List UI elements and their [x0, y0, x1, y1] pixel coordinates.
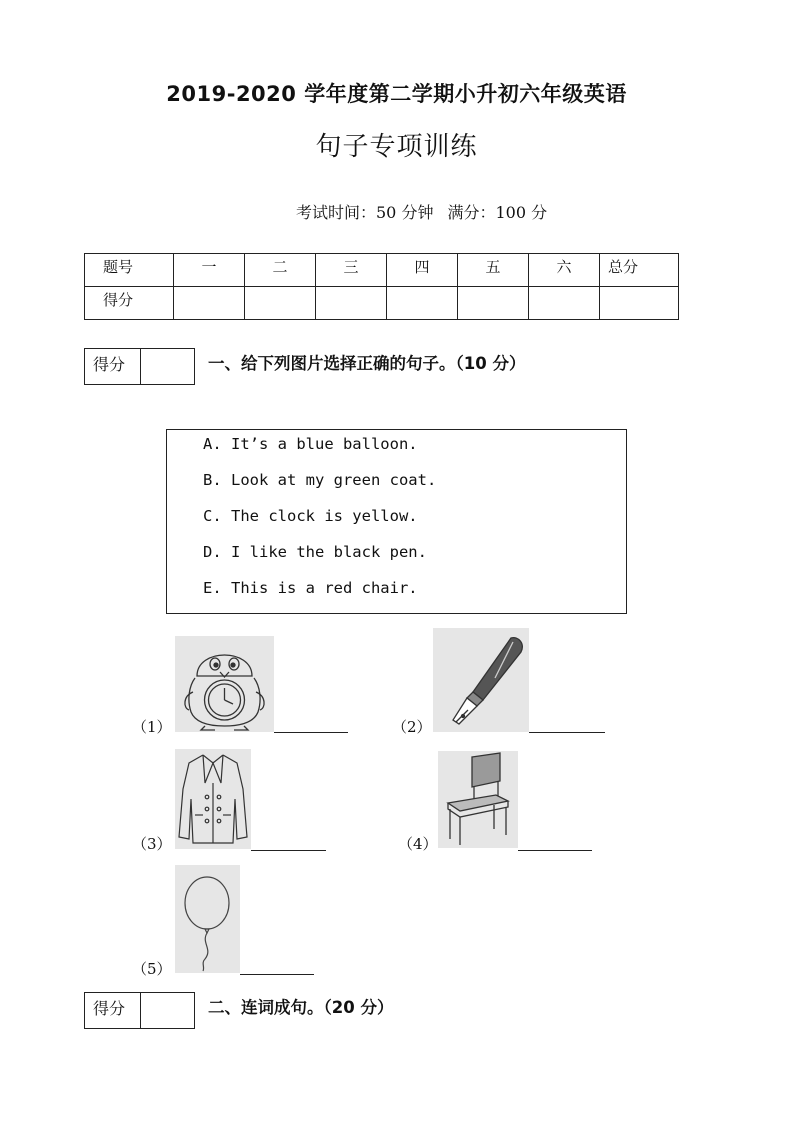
answer-blank[interactable] [274, 732, 348, 733]
score-table [84, 253, 679, 320]
coat-icon [175, 749, 251, 849]
score-table-score-row [85, 287, 679, 320]
balloon-icon [175, 865, 240, 973]
page-title: 2019-2020 学年度第二学期小升初六年级英语 [166, 82, 627, 106]
section2-score-box [84, 992, 195, 1029]
answer-blank[interactable] [240, 974, 314, 975]
options-box [166, 429, 627, 614]
full-score: 满分：100 分 [447, 203, 548, 222]
option-b: B. Look at my green coat. [203, 471, 437, 489]
item-number: （3） [132, 835, 172, 853]
item-number: （5） [132, 960, 172, 978]
item-number: （2） [392, 718, 432, 736]
answer-blank[interactable] [529, 732, 605, 733]
score-box-label: 得分 [85, 993, 141, 1028]
score-table-cell: 题号 [85, 254, 174, 287]
score-entry-cell[interactable] [387, 287, 458, 320]
option-c: C. The clock is yellow. [203, 507, 418, 525]
score-table-cell: 三 [316, 254, 387, 287]
option-a: A. It’s a blue balloon. [203, 435, 418, 453]
score-table-header-row [85, 254, 679, 287]
score-entry-cell[interactable] [600, 287, 679, 320]
score-entry-cell[interactable] [529, 287, 600, 320]
score-entry-cell[interactable] [245, 287, 316, 320]
item-number: （4） [398, 835, 438, 853]
score-entry-cell[interactable] [458, 287, 529, 320]
answer-blank[interactable] [518, 850, 592, 851]
score-table-cell: 六 [529, 254, 600, 287]
score-table-cell: 四 [387, 254, 458, 287]
score-box-label: 得分 [85, 349, 141, 384]
section1-score-box [84, 348, 195, 385]
chair-icon [438, 751, 518, 848]
section2-heading: 二、连词成句。（20 分） [208, 998, 394, 1017]
score-table-cell: 得分 [85, 287, 174, 320]
score-table-cell: 总分 [600, 254, 679, 287]
score-table-cell: 二 [245, 254, 316, 287]
score-table-cell: 一 [174, 254, 245, 287]
answer-blank[interactable] [251, 850, 326, 851]
exam-time: 考试时间：50 分钟 [296, 203, 434, 222]
score-table-cell: 五 [458, 254, 529, 287]
score-entry-cell[interactable] [174, 287, 245, 320]
score-entry-cell[interactable] [316, 287, 387, 320]
page-subtitle: 句子专项训练 [315, 132, 478, 162]
penguin-clock-icon [175, 636, 274, 732]
item-number: （1） [132, 718, 172, 736]
fountain-pen-icon [433, 628, 529, 732]
option-d: D. I like the black pen. [203, 543, 427, 561]
section1-heading: 一、给下列图片选择正确的句子。（10 分） [208, 354, 526, 373]
exam-meta [296, 200, 561, 223]
option-e: E. This is a red chair. [203, 579, 418, 597]
